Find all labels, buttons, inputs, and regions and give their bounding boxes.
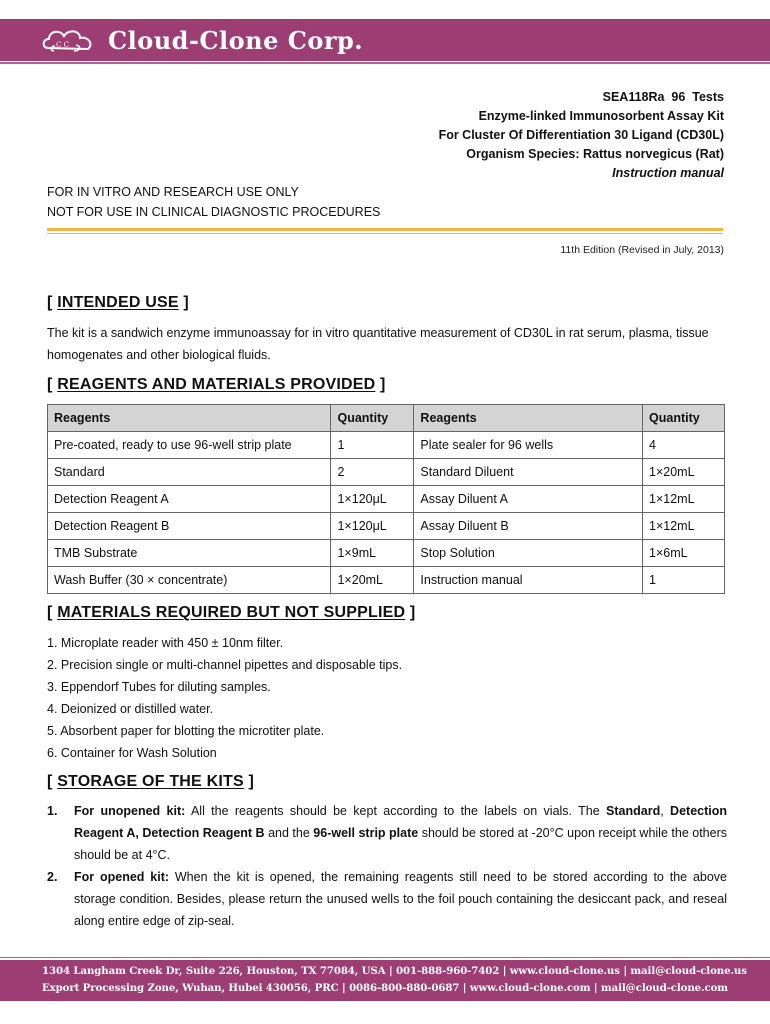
storage-item-text [74,800,727,866]
reagents-heading: REAGENTS AND MATERIALS PROVIDED [57,376,376,393]
column-header: Reagents [414,405,643,432]
materials-heading: MATERIALS REQUIRED BUT NOT SUPPLIED [57,604,406,621]
organism-species: Organism Species: Rattus norvegicus (Rat) [466,147,724,161]
table-cell: Pre-coated, ready to use 96-well strip plate [48,432,331,459]
table-cell: 1×12mL [643,486,725,513]
storage-bold-part: 96-well strip plate [313,826,419,840]
list-item: 2. Precision single or multi-channel pipettes and disposable tips. [47,658,403,672]
table-cell: Assay Diluent A [414,486,643,513]
column-header: Quantity [643,405,725,432]
storage-bold-part: Detection Reagent A, Detection Reagent B [74,804,727,840]
storage-item-number: 2. [47,870,58,884]
kit-target: For Cluster Of Differentiation 30 Ligand (CD30L) [438,128,724,142]
section-title-materials: [ MATERIALS REQUIRED BUT NOT SUPPLIED ] [47,604,416,621]
cloud-logo-icon [40,24,100,56]
edition-note: 11th Edition (Revised in July, 2013) [560,244,724,256]
table-row [48,567,725,594]
table-cell: Standard Diluent [414,459,643,486]
table-row [48,459,725,486]
list-item: 6. Container for Wash Solution [47,746,217,760]
table-cell: 1×20mL [331,567,414,594]
storage-list [47,800,727,932]
storage-item-text [74,866,727,932]
storage-text-part: , [660,804,671,818]
divider-rule [47,228,723,234]
table-cell: 2 [331,459,414,486]
storage-item-opened [47,866,727,932]
table-cell: TMB Substrate [48,540,331,567]
kit-type: Enzyme-linked Immunosorbent Assay Kit [478,109,724,123]
table-cell: Assay Diluent B [414,513,643,540]
table-cell: 1×120μL [331,513,414,540]
footer-address-us: 1304 Langham Creek Dr, Suite 226, Houston, TX 77084, USA | 001-888-960-7402 | www.cloud-clone.us | mail@cloud-clone.us [42,965,747,977]
title-block [439,88,724,183]
storage-heading: STORAGE OF THE KITS [57,773,244,790]
storage-item-lead: For opened kit: [74,870,170,884]
table-cell: 1×9mL [331,540,414,567]
footer-band [0,960,770,1001]
usage-line-2: NOT FOR USE IN CLINICAL DIAGNOSTIC PROCEDURES [47,205,381,219]
table-cell: 1×20mL [643,459,725,486]
section-title-storage: [ STORAGE OF THE KITS ] [47,773,255,790]
table-cell: Standard [48,459,331,486]
storage-bold-part: Standard [606,804,661,818]
storage-item-number: 1. [47,804,58,818]
column-header: Quantity [331,405,414,432]
materials-list [47,632,402,764]
intended-use-text: The kit is a sandwich enzyme immunoassay for in vitro quantitative measurement of CD30L in rat serum, plasma, tissue homogenates and other biological fluids. [47,326,709,362]
table-cell: Detection Reagent A [48,486,331,513]
list-item: 5. Absorbent paper for blotting the microtiter plate. [47,724,325,738]
storage-text-part: and the [264,826,314,840]
table-row [48,540,725,567]
reagents-table [47,404,725,594]
usage-line-1: FOR IN VITRO AND RESEARCH USE ONLY [47,185,299,199]
table-cell: Instruction manual [414,567,643,594]
usage-disclaimer [47,182,380,222]
table-cell: 1 [331,432,414,459]
list-item: 3. Eppendorf Tubes for diluting samples. [47,680,271,694]
list-item: 4. Deionized or distilled water. [47,702,214,716]
table-cell: 1 [643,567,725,594]
list-item: 1. Microplate reader with 450 ± 10nm filter. [47,636,284,650]
section-title-reagents: [ REAGENTS AND MATERIALS PROVIDED ] [47,376,386,393]
storage-item-unopened [47,800,727,866]
table-cell: Stop Solution [414,540,643,567]
table-cell: 1×12mL [643,513,725,540]
footer-address-cn: Export Processing Zone, Wuhan, Hubei 430056, PRC | 0086-800-880-0687 | www.cloud-clone.com | mail@cloud-clone.com [42,982,728,994]
table-header-row [48,405,725,432]
table-row [48,513,725,540]
section-title-intended-use: [ INTENDED USE ] [47,294,189,311]
intended-use-heading: INTENDED USE [57,294,179,311]
storage-item-lead: For unopened kit: [74,804,186,818]
document-type: Instruction manual [612,166,724,180]
storage-text-part: All the reagents should be kept according to the labels on vials. The [185,804,607,818]
table-cell: Wash Buffer (30 × concentrate) [48,567,331,594]
header-band [0,19,770,61]
table-row [48,486,725,513]
table-cell: Plate sealer for 96 wells [414,432,643,459]
table-cell: 4 [643,432,725,459]
svg-text:C C: C C [56,41,69,49]
company-logo [40,23,363,57]
table-cell: 1×120μL [331,486,414,513]
table-cell: 1×6mL [643,540,725,567]
company-name: Cloud-Clone Corp. [108,25,364,55]
catalog-number: SEA118Ra 96 Tests [602,90,724,104]
column-header: Reagents [48,405,331,432]
storage-text-part: should be stored at -20°C upon receipt while the others should be at 4°C. [74,826,727,862]
table-row [48,432,725,459]
table-cell: Detection Reagent B [48,513,331,540]
storage-text-part: When the kit is opened, the remaining reagents still need to be stored according to the above storage condition. Besides, please return the unused wells to the foil pouch containing the desiccant pack, and reseal along entire edge of zip-seal. [74,870,728,928]
